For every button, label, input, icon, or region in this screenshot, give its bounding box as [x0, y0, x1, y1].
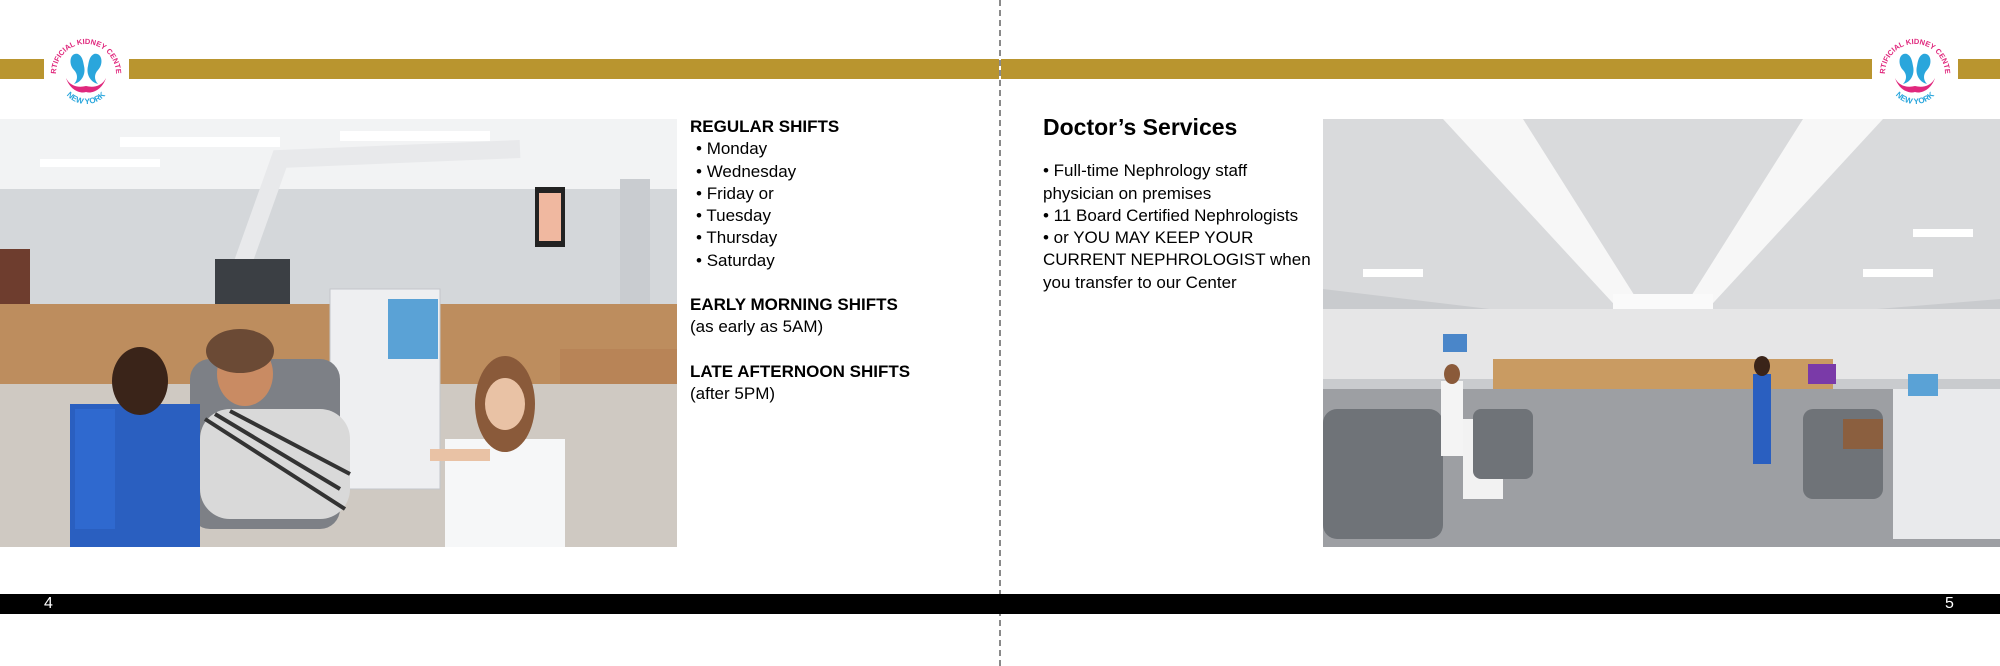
- early-shifts-detail: (as early as 5AM): [690, 317, 824, 337]
- page-fold-divider: [999, 0, 1001, 666]
- regular-days-list: [690, 138, 990, 272]
- logo-bottom-text: NEW YORK: [1894, 90, 1936, 107]
- kidney-center-logo: [44, 28, 128, 112]
- day-item: • Wednesday: [690, 161, 990, 183]
- service-line: you transfer to our Center: [1043, 272, 1237, 292]
- logo-right: [1873, 28, 1957, 112]
- service-line: physician on premises: [1043, 183, 1212, 203]
- service-line: CURRENT NEPHROLOGIST when: [1043, 250, 1311, 270]
- day-item: • Tuesday: [690, 205, 990, 227]
- regular-shifts-heading: REGULAR SHIFTS: [690, 117, 840, 136]
- logo-bottom-text: NEW YORK: [65, 90, 107, 107]
- shift-schedule: [690, 116, 990, 405]
- late-shifts-detail: (after 5PM): [690, 383, 776, 403]
- service-line: • Full-time Nephrology staff: [1043, 161, 1248, 181]
- day-item: • Thursday: [690, 227, 990, 249]
- logo-left: [44, 28, 128, 112]
- logo-arc-text: RTIFICIAL KIDNEY CENTE: [1877, 36, 1953, 75]
- header-bar-right-b: [1958, 59, 2000, 79]
- day-item: • Monday: [690, 138, 990, 160]
- kidney-center-logo: [1873, 28, 1957, 112]
- doctor-services: [1043, 116, 1323, 294]
- day-item: • Friday or: [690, 183, 990, 205]
- dialysis-center-interior-photo: [1323, 119, 2000, 547]
- late-shifts-heading: LATE AFTERNOON SHIFTS: [690, 361, 911, 381]
- service-line: • 11 Board Certified Nephrologists: [1043, 205, 1299, 225]
- header-bar-left-b: [129, 59, 999, 79]
- doctor-services-title: Doctor’s Services: [1043, 114, 1238, 140]
- page-number-right: 5: [1945, 595, 1954, 612]
- header-bar-right-a: [1001, 59, 1872, 79]
- day-item: • Saturday: [690, 250, 990, 272]
- dialysis-treatment-photo: [0, 119, 677, 547]
- page-number-left: 4: [44, 595, 53, 612]
- header-bar-left-a: [0, 59, 44, 79]
- service-line: • or YOU MAY KEEP YOUR: [1043, 228, 1254, 248]
- logo-arc-text: RTIFICIAL KIDNEY CENTE: [48, 36, 124, 75]
- footer-bar: [0, 594, 2000, 614]
- early-shifts-heading: EARLY MORNING SHIFTS: [690, 295, 898, 315]
